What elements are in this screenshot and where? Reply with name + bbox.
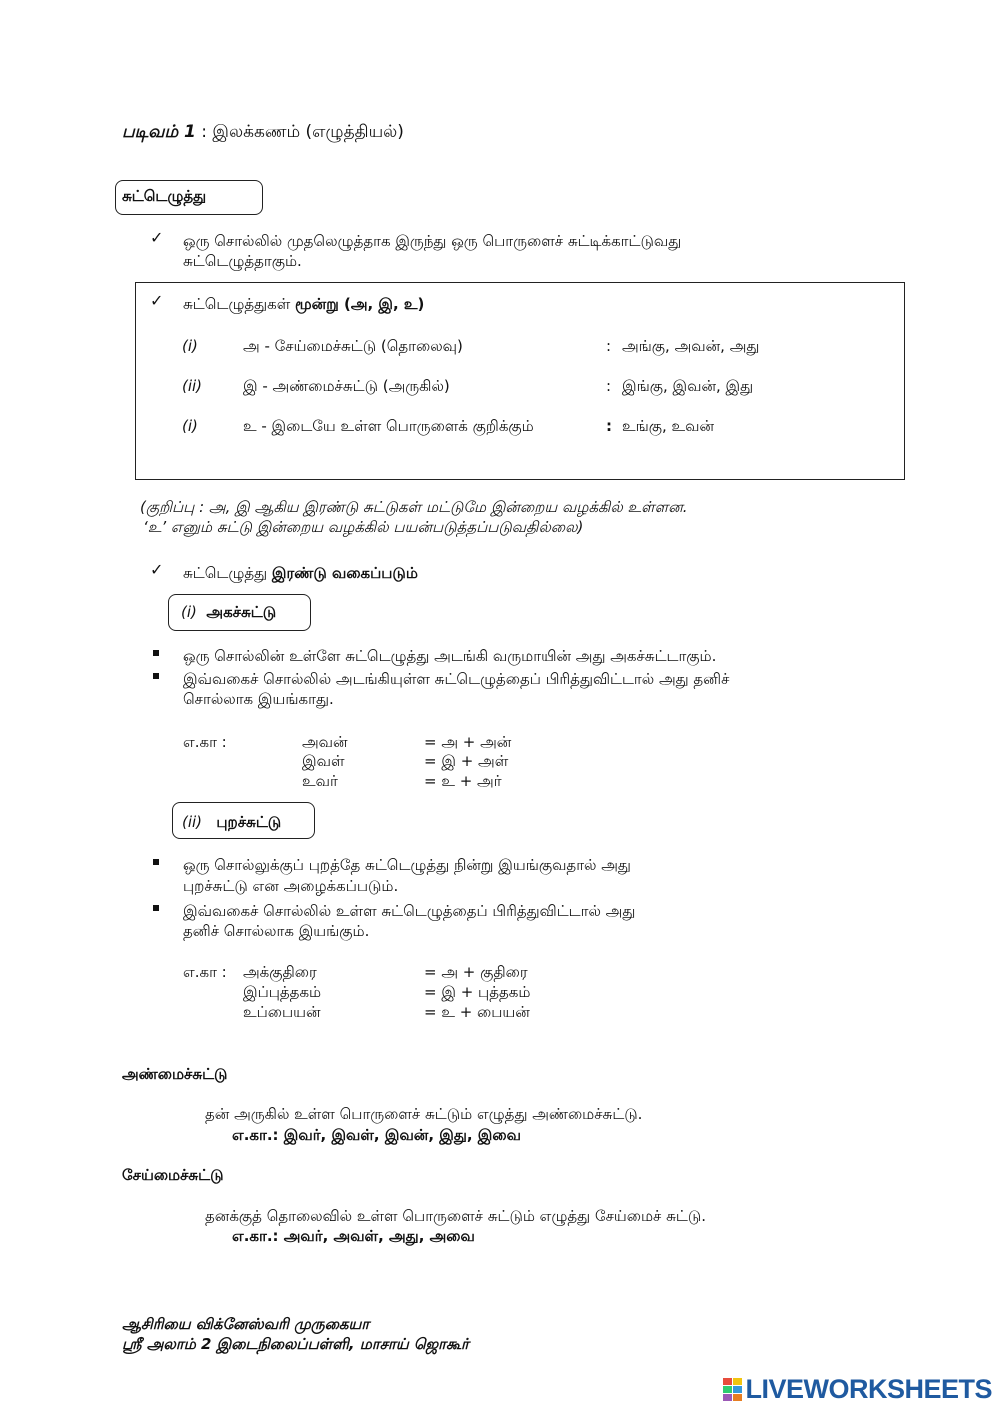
puram-bullet-1-line-2: புறச்சுட்டு என அழைக்கப்படும்.: [183, 877, 399, 895]
seymai-definition: தனக்குத் தொலைவில் உள்ள பொருளைச் சுட்டும் எழுத்து சேய்மைச் சுட்டு.: [205, 1207, 706, 1225]
agam-eg-word: உவர்: [302, 772, 338, 790]
check-icon: ✓: [150, 560, 164, 579]
note-line-2: ‘உ’ எனும் சுட்டு இன்றைய வழக்கில் பயன்படுத்தப்படுவதில்லை): [143, 518, 584, 536]
puram-eg-eq: = உ + பையன்: [424, 1003, 530, 1021]
row-num: (i): [182, 337, 198, 355]
puram-bullet-2-line-1: இவ்வகைச் சொல்லில் உள்ள சுட்டெழுத்தைப் பிரித்துவிட்டால் அது: [183, 902, 636, 920]
note-line-1: (குறிப்பு : அ, இ ஆகிய இரண்டு சுட்டுகள் மட்டுமே இன்றைய வழக்கில் உள்ளன.: [140, 498, 688, 516]
types-bold: இரண்டு வகைப்படும்: [271, 564, 418, 582]
footer-author: ஆசிரியை விக்னேஸ்வரி முருகையா: [122, 1315, 370, 1333]
bullet-icon: [153, 859, 159, 865]
page-title-form: படிவம் 1: [122, 122, 196, 142]
check-icon: ✓: [150, 228, 164, 247]
row-examples: அங்கு, அவன், அது: [622, 337, 760, 355]
agam-label: [181, 602, 276, 622]
box-heading-bold: மூன்று (அ, இ, உ): [295, 295, 425, 313]
row-num: (i): [182, 417, 198, 435]
definition-line-1: ஒரு சொல்லில் முதலெழுத்தாக இருந்து ஒரு பொருளைச் சுட்டிக்காட்டுவது: [183, 232, 682, 250]
page-title-subject: : இலக்கணம் (எழுத்தியல்): [195, 122, 404, 142]
puram-label-text: புறச்சுட்டு: [216, 813, 282, 831]
logo-cell: [733, 1386, 742, 1393]
agam-eg-word: இவள்: [302, 752, 345, 770]
footer-school: ஸ்ரீ அலாம் 2 இடைநிலைப்பள்ளி, மாசாய் ஜொகூர்: [122, 1335, 469, 1353]
logo-cell: [723, 1378, 732, 1385]
logo-cell: [723, 1394, 732, 1401]
anmai-heading: அண்மைச்சுட்டு: [122, 1065, 228, 1083]
puram-bullet-1-line-1: ஒரு சொல்லுக்குப் புறத்தே சுட்டெழுத்து நின்று இயங்குவதால் அது: [183, 856, 631, 874]
puram-eg-word: அக்குதிரை: [243, 963, 317, 981]
types-line: [183, 563, 418, 583]
puram-label-num: (ii): [182, 813, 203, 831]
logo-text: LIVEWORKSHEETS: [745, 1374, 992, 1404]
logo-cell: [723, 1386, 732, 1393]
logo-grid-icon: [723, 1378, 742, 1401]
definition-line-2: சுட்டெழுத்தாகும்.: [183, 252, 302, 270]
liveworksheets-logo[interactable]: [723, 1374, 992, 1405]
agam-eg-label: எ.கா :: [183, 733, 227, 751]
logo-cell: [733, 1394, 742, 1401]
agam-eg-word: அவன்: [302, 733, 348, 751]
puram-eg-word: இப்புத்தகம்: [243, 983, 322, 1001]
anmai-example: எ.கா.: இவர், இவள், இவன், இது, இவை: [232, 1126, 521, 1144]
agam-bullet-2-line-1: இவ்வகைச் சொல்லில் அடங்கியுள்ள சுட்டெழுத்தைப் பிரித்துவிட்டால் அது தனிச்: [183, 670, 730, 688]
agam-eg-eq: = இ + அள்: [424, 752, 509, 770]
row-examples: இங்கு, இவன், இது: [622, 377, 754, 395]
row-text: உ - இடையே உள்ள பொருளைக் குறிக்கும்: [243, 417, 534, 435]
box-heading-normal: சுட்டெழுத்துகள்: [183, 295, 296, 313]
agam-eg-eq: = அ + அன்: [424, 733, 512, 751]
bullet-icon: [153, 673, 159, 679]
agam-label-text: அகச்சுட்டு: [206, 603, 277, 621]
row-colon: :: [606, 377, 612, 395]
puram-eg-label: எ.கா :: [183, 963, 227, 981]
types-normal: சுட்டெழுத்து: [183, 564, 272, 582]
puram-eg-word: உப்பையன்: [243, 1003, 321, 1021]
bullet-icon: [153, 905, 159, 911]
box-heading: [183, 294, 424, 314]
row-colon: :: [606, 337, 612, 355]
puram-bullet-2-line-2: தனிச் சொல்லாக இயங்கும்.: [183, 922, 370, 940]
puram-label: [182, 812, 281, 832]
agam-bullet-1: ஒரு சொல்லின் உள்ளே சுட்டெழுத்து அடங்கி வருமாயின் அது அகச்சுட்டாகும்.: [183, 647, 717, 665]
seymai-heading: சேய்மைச்சுட்டு: [122, 1166, 224, 1184]
bullet-icon: [153, 650, 159, 656]
seymai-example: எ.கா.: அவர், அவள், அது, அவை: [232, 1227, 475, 1245]
row-examples: உங்கு, உவன்: [622, 417, 715, 435]
puram-eg-eq: = அ + குதிரை: [424, 963, 528, 981]
agam-label-num: (i): [181, 603, 197, 621]
section-label: சுட்டெழுத்து: [122, 187, 207, 205]
agam-bullet-2-line-2: சொல்லாக இயங்காது.: [183, 690, 334, 708]
row-num: (ii): [182, 377, 203, 395]
agam-eg-eq: = உ + அர்: [424, 772, 502, 790]
logo-cell: [733, 1378, 742, 1385]
row-text: இ - அண்மைச்சுட்டு (அருகில்): [243, 377, 450, 395]
row-colon: :: [606, 417, 612, 435]
puram-eg-eq: = இ + புத்தகம்: [424, 983, 531, 1001]
anmai-definition: தன் அருகில் உள்ள பொருளைச் சுட்டும் எழுத்து அண்மைச்சுட்டு.: [205, 1105, 643, 1123]
row-text: அ - சேய்மைச்சுட்டு (தொலைவு): [243, 337, 463, 355]
page-title: [122, 122, 404, 142]
check-icon: ✓: [150, 291, 164, 310]
